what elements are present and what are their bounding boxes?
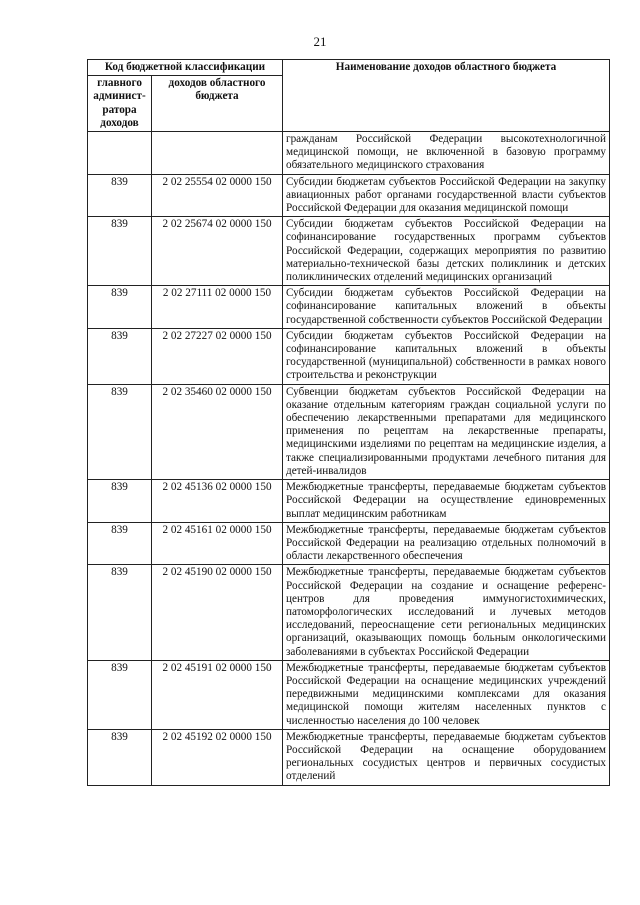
income-name-cell: Субсидии бюджетам субъектов Российской Федерации на софинансирование государственных программ субъектов Российской Федерации, содержащих мероприятия по развитию материально-технической базы детских поликлиник и детских поликлинических отделений медицинских организаций xyxy=(283,217,610,286)
admin-code-cell: 839 xyxy=(88,217,152,286)
income-name-cell: Субсидии бюджетам субъектов Российской Федерации на софинансирование капитальных вложений в объекты государственной (муниципальной) собственности в рамках нового строительства и реконструкции xyxy=(283,328,610,384)
admin-code-cell: 839 xyxy=(88,384,152,479)
income-name-cell: Межбюджетные трансферты, передаваемые бюджетам субъектов Российской Федерации на реализацию отдельных полномочий в области лекарственного обеспечения xyxy=(283,522,610,565)
income-code-cell: 2 02 45191 02 0000 150 xyxy=(152,660,283,729)
income-name-cell: гражданам Российской Федерации высокотехнологичной медицинской помощи, не включенной в базовую программу обязательного медицинского страхования xyxy=(283,132,610,175)
admin-code-cell: 839 xyxy=(88,565,152,660)
admin-code-cell: 839 xyxy=(88,660,152,729)
income-code-cell: 2 02 45190 02 0000 150 xyxy=(152,565,283,660)
admin-code-cell: 839 xyxy=(88,480,152,523)
header-admin: главного админист-ратора доходов xyxy=(88,76,152,132)
income-code-cell: 2 02 45192 02 0000 150 xyxy=(152,729,283,785)
table-row xyxy=(88,729,610,785)
income-name-cell: Межбюджетные трансферты, передаваемые бюджетам субъектов Российской Федерации на осуществление единовременных выплат медицинским работникам xyxy=(283,480,610,523)
income-name-cell: Субсидии бюджетам субъектов Российской Федерации на закупку авиационных работ органами государственной власти субъектов Российской Федерации для оказания медицинской помощи xyxy=(283,174,610,217)
table-row xyxy=(88,328,610,384)
page-number: 21 xyxy=(313,34,327,49)
table-row xyxy=(88,174,610,217)
table-row xyxy=(88,132,610,175)
income-code-cell: 2 02 45161 02 0000 150 xyxy=(152,522,283,565)
income-code-cell xyxy=(152,132,283,175)
header-code: доходов областного бюджета xyxy=(152,76,283,132)
admin-code-cell: 839 xyxy=(88,522,152,565)
income-name-cell: Межбюджетные трансферты, передаваемые бюджетам субъектов Российской Федерации на оснащение медицинских учреждений передвижными медицинскими комплексами для оказания медицинской помощи жителям населенных пунктов с численностью населения до 100 человек xyxy=(283,660,610,729)
budget-classification-table xyxy=(87,59,610,786)
income-code-cell: 2 02 35460 02 0000 150 xyxy=(152,384,283,479)
admin-code-cell: 839 xyxy=(88,328,152,384)
table-row xyxy=(88,660,610,729)
header-name: Наименование доходов областного бюджета xyxy=(283,60,610,132)
table-row xyxy=(88,384,610,479)
income-code-cell: 2 02 45136 02 0000 150 xyxy=(152,480,283,523)
income-code-cell: 2 02 27111 02 0000 150 xyxy=(152,286,283,329)
table-row xyxy=(88,217,610,286)
income-name-cell: Межбюджетные трансферты, передаваемые бюджетам субъектов Российской Федерации на оснащение оборудованием региональных сосудистых центров и первичных сосудистых отделений xyxy=(283,729,610,785)
income-code-cell: 2 02 25554 02 0000 150 xyxy=(152,174,283,217)
table-row xyxy=(88,480,610,523)
admin-code-cell: 839 xyxy=(88,286,152,329)
income-name-cell: Межбюджетные трансферты, передаваемые бюджетам субъектов Российской Федерации на создание и оснащение референс-центров для проведения иммуногистохимических, патоморфологических исследований и лучевых методов исследований, переоснащение сети региональных медицинских организаций, оказывающих помощь больным онкологическими заболеваниями в субъектах Российской Федерации xyxy=(283,565,610,660)
income-code-cell: 2 02 25674 02 0000 150 xyxy=(152,217,283,286)
income-name-cell: Субвенции бюджетам субъектов Российской Федерации на оказание отдельным категориям граждан социальной услуги по обеспечению лекарственными препаратами для медицинского применения по рецептам на лекарственные препараты, медицинскими изделиями по рецептам на медицинские изделия, а также специализированными продуктами лечебного питания для детей-инвалидов xyxy=(283,384,610,479)
income-code-cell: 2 02 27227 02 0000 150 xyxy=(152,328,283,384)
income-name-cell: Субсидии бюджетам субъектов Российской Федерации на софинансирование капитальных вложений в объекты государственной собственности субъектов Российской Федерации xyxy=(283,286,610,329)
table-row xyxy=(88,286,610,329)
header-classification-group: Код бюджетной классификации xyxy=(88,60,283,76)
admin-code-cell: 839 xyxy=(88,729,152,785)
table-row xyxy=(88,565,610,660)
admin-code-cell: 839 xyxy=(88,174,152,217)
table-row xyxy=(88,522,610,565)
admin-code-cell xyxy=(88,132,152,175)
